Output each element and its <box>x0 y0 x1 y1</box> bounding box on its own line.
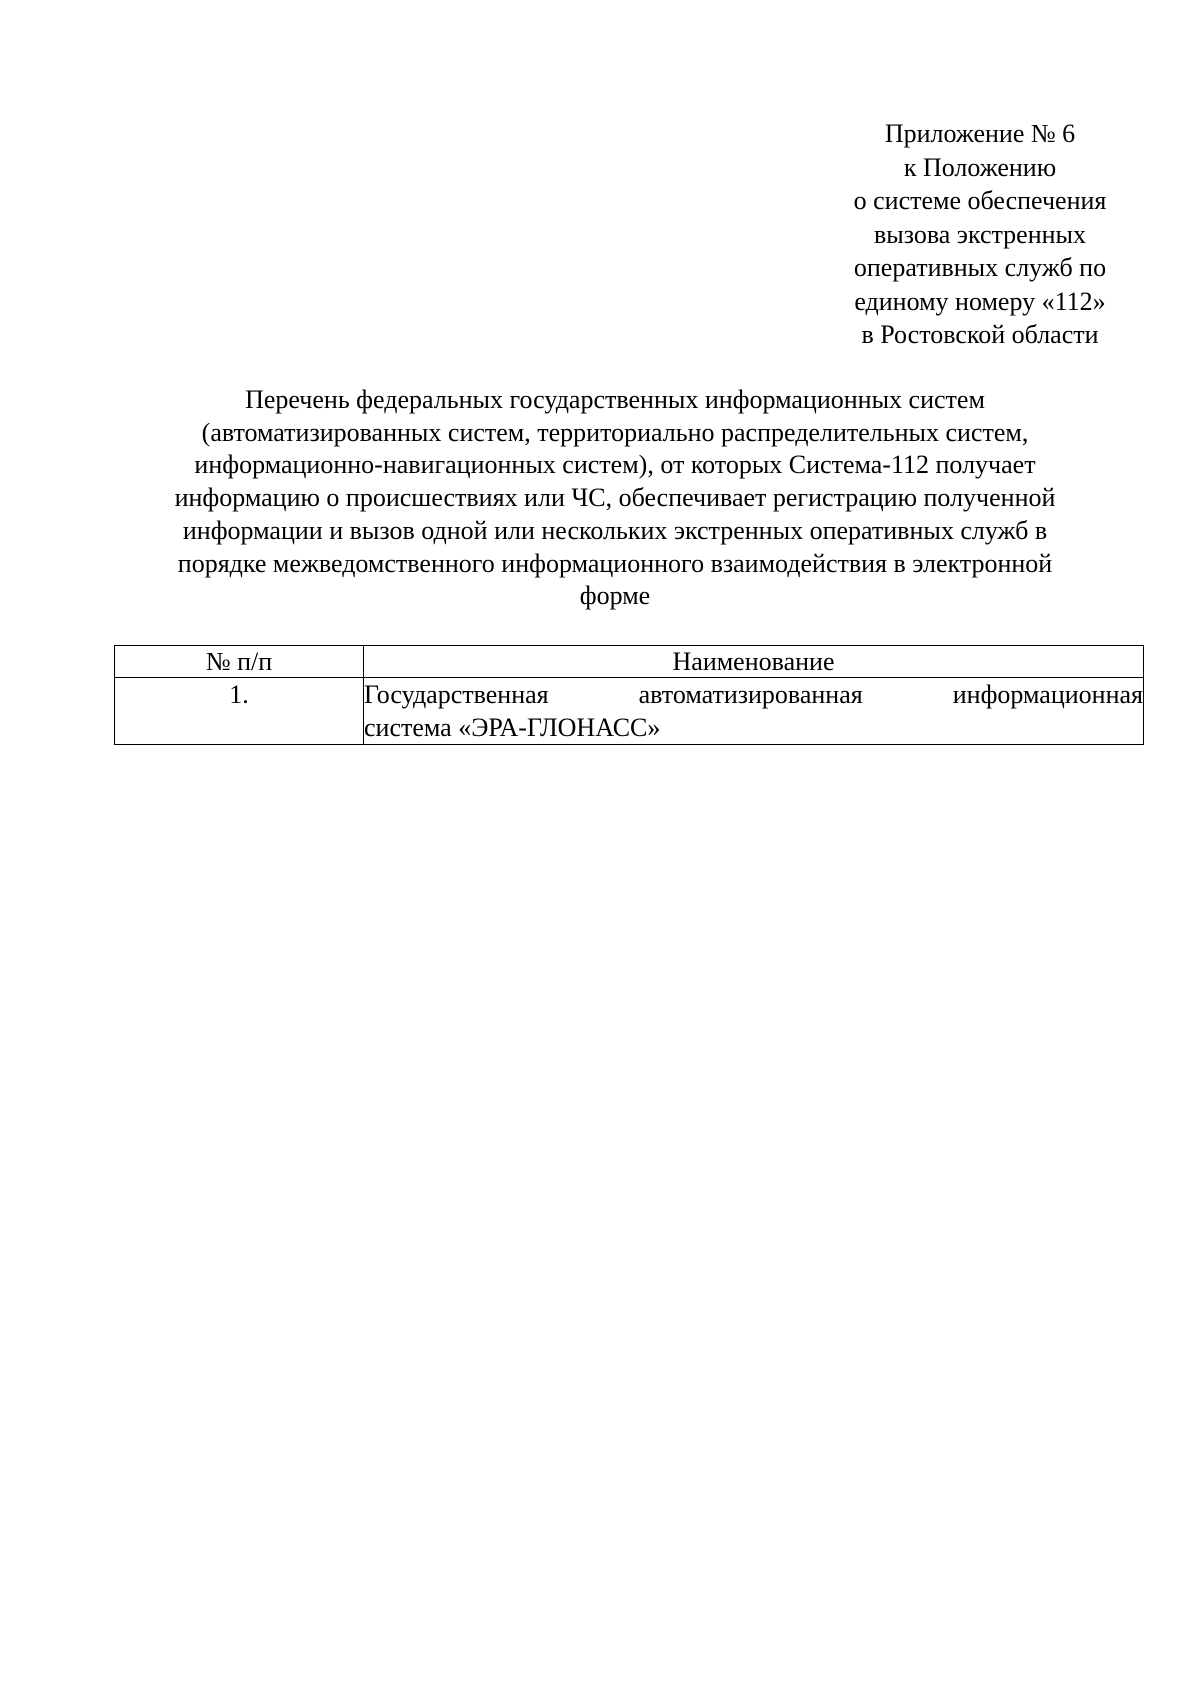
title-line: Перечень федеральных государственных информационных систем <box>245 385 985 414</box>
appendix-line: к Положению <box>903 152 1057 182</box>
title-line: (автоматизированных систем, территориально распределительных систем, <box>201 417 1029 447</box>
appendix-line: оперативных служб по <box>853 253 1107 282</box>
appendix-header <box>810 117 1150 352</box>
row-name-cell <box>364 678 1144 745</box>
name-word: информационная <box>952 680 1143 709</box>
appendix-line: о системе обеспечения <box>853 186 1107 215</box>
name-word: Государственная <box>364 680 549 709</box>
name-word: автоматизированная <box>638 680 863 709</box>
row-number-cell: 1. <box>115 678 364 745</box>
systems-table <box>114 645 1144 745</box>
column-header-number: № п/п <box>115 646 364 678</box>
appendix-line: вызова экстренных <box>873 219 1087 249</box>
table-header-row <box>115 646 1144 678</box>
title-line: информацию о происшествиях или ЧС, обеспечивает регистрацию полученной <box>174 483 1056 513</box>
name-line-justified <box>364 678 1143 711</box>
appendix-line: единому номеру «112» <box>854 286 1106 316</box>
appendix-line: в Ростовской области <box>861 320 1099 349</box>
title-line: информационно-навигационных систем), от которых Система-112 получает <box>194 450 1036 480</box>
title-line: порядке межведомственного информационного взаимодействия в электронной <box>177 548 1053 578</box>
name-line-last: система «ЭРА-ГЛОНАСС» <box>364 713 661 742</box>
column-header-name: Наименование <box>364 646 1144 678</box>
title-line: информации и вызов одной или нескольких экстренных оперативных служб в <box>182 515 1048 545</box>
title-line: форме <box>579 581 651 611</box>
table-row <box>115 678 1144 745</box>
document-title <box>130 384 1100 613</box>
appendix-line: Приложение № 6 <box>884 119 1076 148</box>
